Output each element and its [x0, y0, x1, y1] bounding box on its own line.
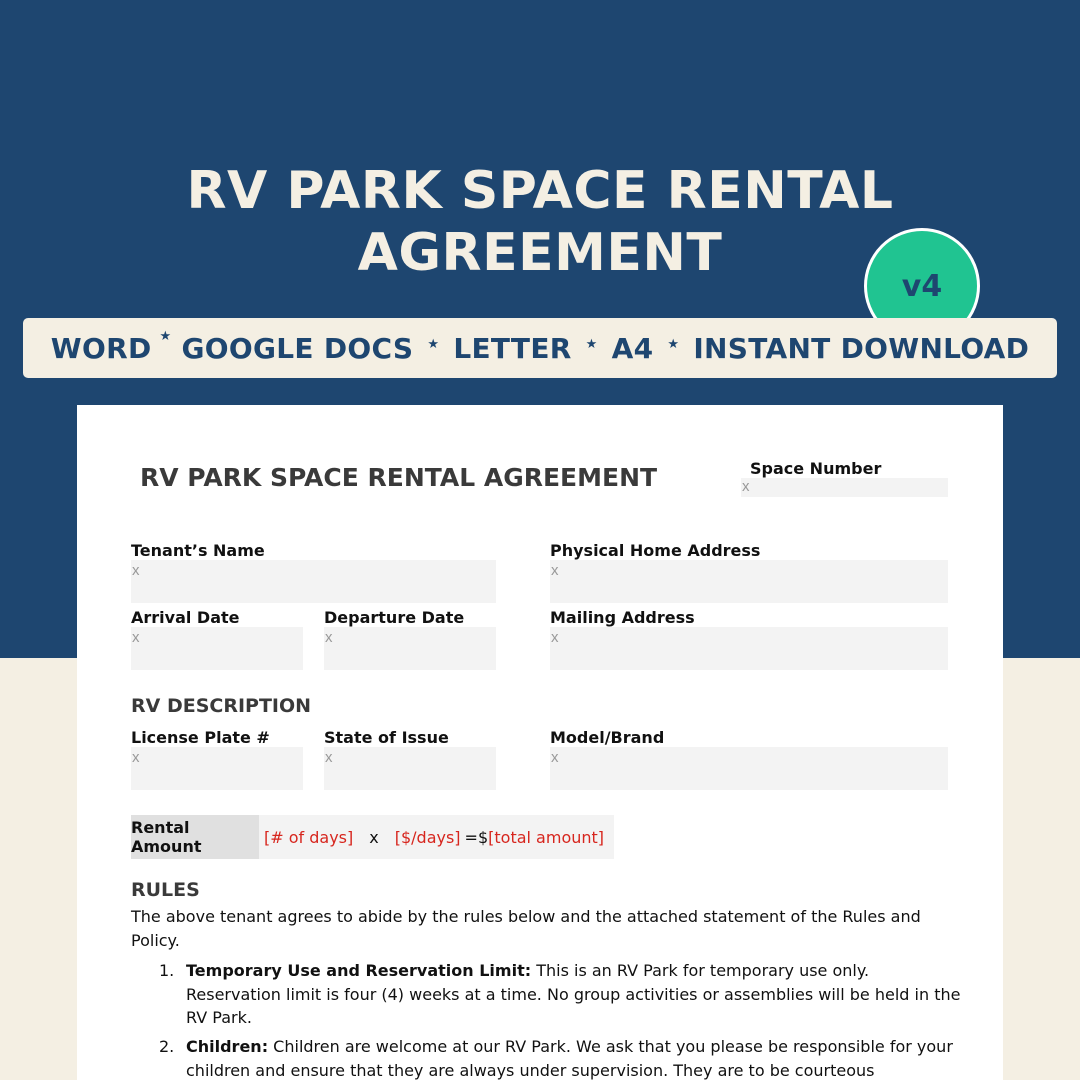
formats-bar	[23, 318, 1057, 378]
state-of-issue-field[interactable]	[324, 747, 496, 790]
format-instant-download: INSTANT DOWNLOAD	[693, 331, 1030, 365]
tenant-name-label: Tenant’s Name	[131, 541, 265, 560]
format-a4: A4	[611, 331, 654, 365]
rules-heading: RULES	[131, 879, 200, 901]
license-plate-label: License Plate #	[131, 728, 270, 747]
format-letter: LETTER	[453, 331, 572, 365]
tenant-name-value: x	[132, 562, 140, 579]
star-icon: ★	[667, 336, 680, 352]
version-badge: v4	[864, 228, 980, 344]
license-plate-field[interactable]	[131, 747, 303, 790]
physical-address-label: Physical Home Address	[550, 541, 761, 560]
departure-date-field[interactable]	[324, 627, 496, 670]
state-of-issue-label: State of Issue	[324, 728, 449, 747]
arrival-date-value: x	[132, 629, 140, 646]
space-number-label: Space Number	[750, 459, 882, 478]
departure-date-value: x	[325, 629, 333, 646]
hero-title-line2: AGREEMENT	[357, 223, 723, 283]
document-page	[77, 405, 1003, 1080]
document-title: RV PARK SPACE RENTAL AGREEMENT	[140, 463, 658, 492]
arrival-date-label: Arrival Date	[131, 608, 240, 627]
model-brand-label: Model/Brand	[550, 728, 665, 747]
rule-item	[131, 959, 961, 1030]
state-of-issue-value: x	[325, 749, 333, 766]
space-number-field[interactable]	[741, 478, 948, 497]
rule-text: This is an RV Park for temporary use only. Reservation limit is four (4) weeks at a time. No group activities or assemblies will be held in the RV Park.	[186, 961, 961, 1027]
equals-sign: =$	[464, 827, 489, 847]
arrival-date-field[interactable]	[131, 627, 303, 670]
license-plate-value: x	[132, 749, 140, 766]
format-google-docs: GOOGLE DOCS	[181, 331, 414, 365]
physical-address-value: x	[551, 562, 559, 579]
star-icon: ★	[159, 328, 172, 344]
mailing-address-field[interactable]	[550, 627, 948, 670]
rules-intro: The above tenant agrees to abide by the rules below and the attached statement of the Rules and Policy.	[131, 907, 921, 950]
space-number-value: x	[742, 478, 750, 495]
rule-item	[131, 1035, 961, 1080]
rule-number: 1.	[159, 961, 175, 980]
model-brand-field[interactable]	[550, 747, 948, 790]
mailing-address-value: x	[551, 629, 559, 646]
rental-amount-label: Rental Amount	[131, 815, 259, 859]
days-placeholder: [# of days]	[264, 827, 354, 847]
total-placeholder: [total amount]	[488, 827, 605, 847]
star-icon: ★	[585, 336, 598, 352]
format-word: WORD	[50, 331, 152, 365]
rv-description-heading: RV DESCRIPTION	[131, 695, 312, 717]
rule-title: Temporary Use and Reservation Limit:	[186, 961, 532, 980]
physical-address-field[interactable]	[550, 560, 948, 603]
rule-number: 2.	[159, 1037, 175, 1056]
rule-text: Children are welcome at our RV Park. We ask that you please be responsible for your children and ensure that they are always under supervision. They are to be courteous	[186, 1037, 953, 1080]
model-brand-value: x	[551, 749, 559, 766]
hero-title-line1: RV PARK SPACE RENTAL	[186, 161, 894, 221]
rate-placeholder: [$/days]	[394, 827, 461, 847]
mailing-address-label: Mailing Address	[550, 608, 695, 627]
rental-amount-calc[interactable]	[259, 815, 614, 859]
tenant-name-field[interactable]	[131, 560, 496, 603]
rule-title: Children:	[186, 1037, 269, 1056]
star-icon: ★	[427, 336, 440, 352]
times-sign: x	[369, 827, 379, 847]
rental-amount-row	[131, 815, 614, 859]
departure-date-label: Departure Date	[324, 608, 465, 627]
